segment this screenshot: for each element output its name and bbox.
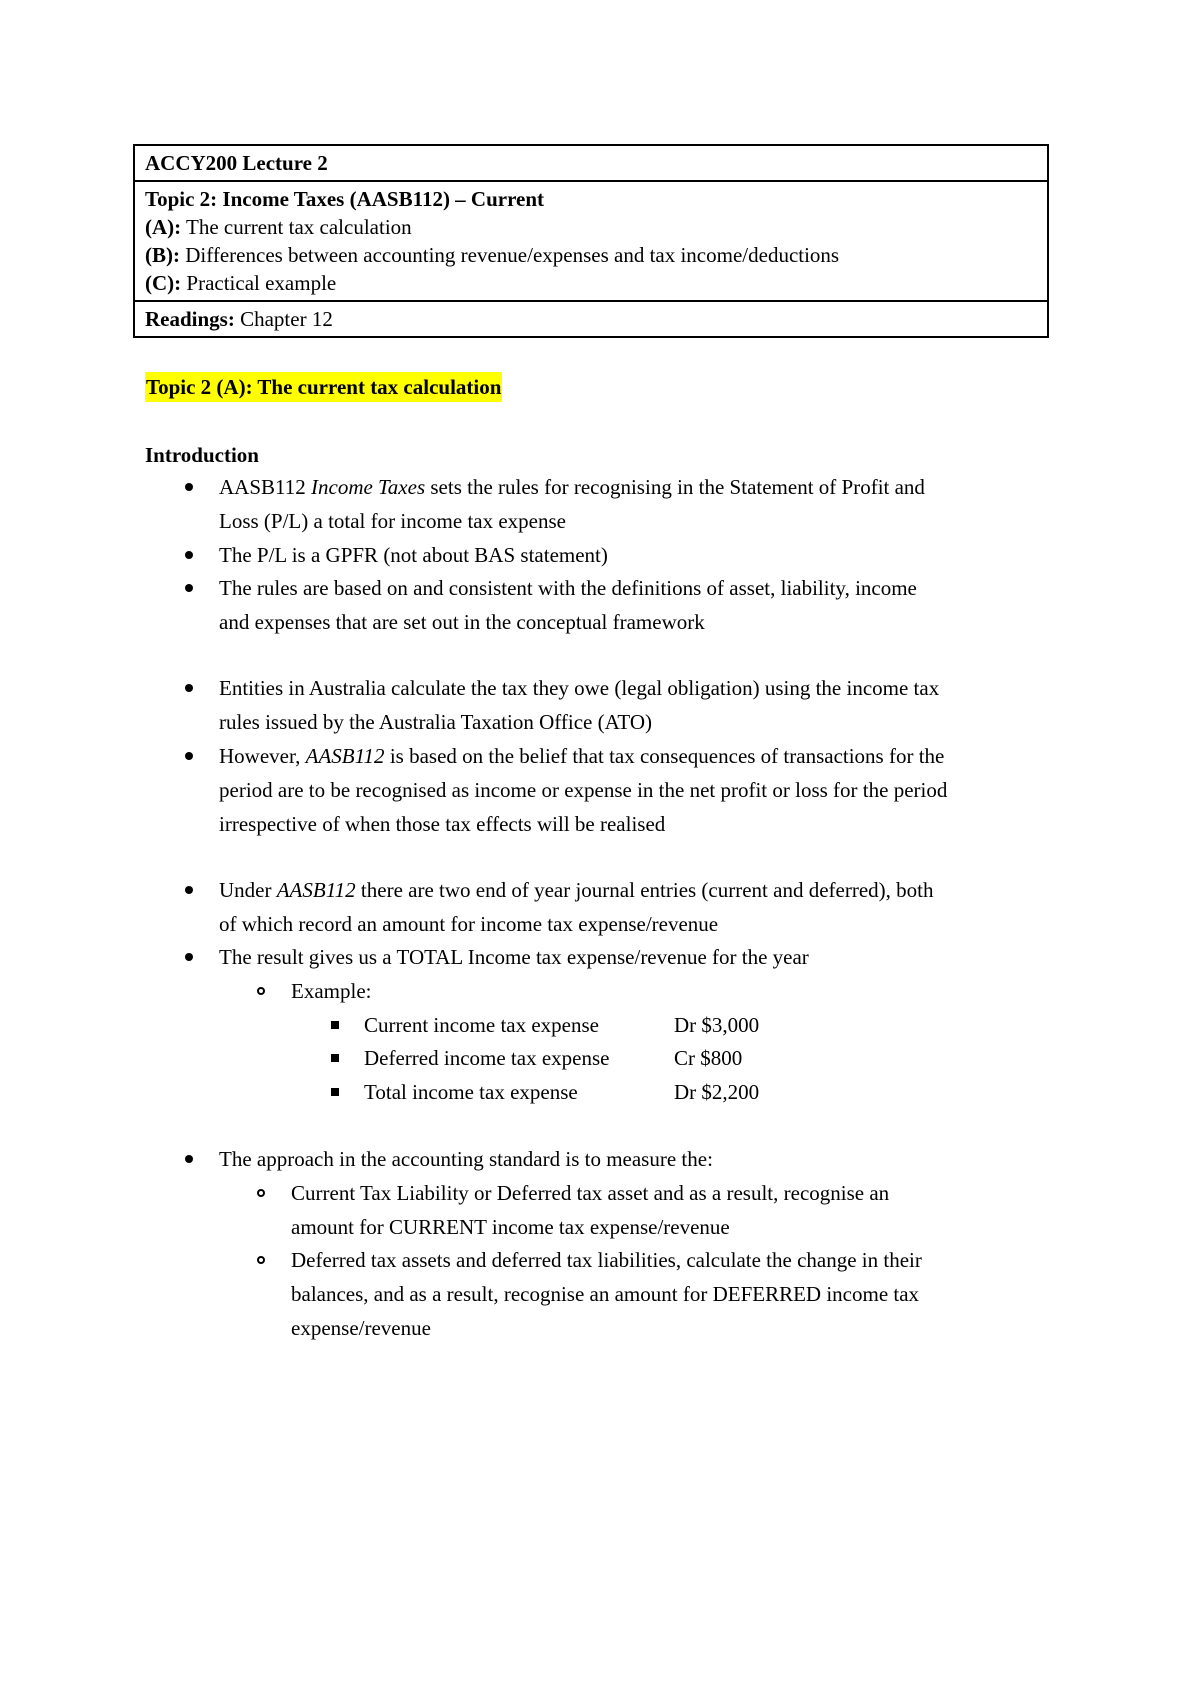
list-item: Current Tax Liability or Deferred tax asset and as a result, recognise an amount for CURRENT income tax expense/revenue <box>291 1181 890 1239</box>
list-item: However, AASB112 is based on the belief that tax consequences of transactions for the period are to be recognised as income or expense in the net profit or loss for the period irrespective of when those tax effects will be realised <box>219 744 948 836</box>
bullet-ring-icon <box>257 1256 265 1264</box>
topic-item-c: (C): Practical example <box>145 271 337 295</box>
bullet-dot-icon <box>185 584 193 592</box>
list-item: The P/L is a GPFR (not about BAS statement) <box>219 543 608 567</box>
bullet-dot-icon <box>185 684 193 692</box>
lecture-title: ACCY200 Lecture 2 <box>145 151 328 175</box>
example-row-value: Dr $2,200 <box>674 1080 760 1104</box>
bullet-dot-icon <box>185 483 193 491</box>
list-item: Under AASB112 there are two end of year journal entries (current and deferred), both of which record an amount for income tax expense/revenue <box>219 878 934 936</box>
example-row-label: Total income tax expense <box>364 1080 578 1104</box>
bullet-square-icon <box>331 1088 339 1096</box>
introduction-heading: Introduction <box>145 443 259 467</box>
example-row-label: Current income tax expense <box>364 1013 599 1037</box>
bullet-square-icon <box>331 1021 339 1029</box>
section-heading: Topic 2 (A): The current tax calculation <box>145 372 502 402</box>
bullet-dot-icon <box>185 551 193 559</box>
readings-value: Chapter 12 <box>234 307 333 331</box>
bullet-dot-icon <box>185 953 193 961</box>
list-item: AASB112 Income Taxes sets the rules for recognising in the Statement of Profit and Loss (P/L) a total for income tax expense <box>219 475 925 533</box>
bullet-square-icon <box>331 1054 339 1062</box>
example-row-value: Cr $800 <box>674 1046 743 1070</box>
topic-cell <box>135 180 1047 300</box>
bullet-ring-icon <box>257 987 265 995</box>
bullet-dot-icon <box>185 752 193 760</box>
bullet-ring-icon <box>257 1189 265 1197</box>
lecture-title-cell <box>135 146 1047 180</box>
list-item: Entities in Australia calculate the tax they owe (legal obligation) using the income tax rules issued by the Australia Taxation Office (ATO) <box>219 676 940 734</box>
topic-line: Topic 2: Income Taxes (AASB112) – Current <box>145 187 545 211</box>
topic-item-a: (A): The current tax calculation <box>145 215 412 239</box>
bullet-dot-icon <box>185 886 193 894</box>
example-row-value: Dr $3,000 <box>674 1013 760 1037</box>
example-label: Example: <box>291 979 372 1003</box>
list-item: The approach in the accounting standard is to measure the: <box>219 1147 713 1171</box>
readings-label: Readings: <box>145 307 235 331</box>
bullet-dot-icon <box>185 1155 193 1163</box>
readings-cell <box>135 300 1047 336</box>
list-item: The rules are based on and consistent with the definitions of asset, liability, income and expenses that are set out in the conceptual framework <box>219 576 917 634</box>
lecture-header-box <box>133 144 1049 338</box>
list-item: The result gives us a TOTAL Income tax expense/revenue for the year <box>219 945 809 969</box>
topic-item-b: (B): Differences between accounting revenue/expenses and tax income/deductions <box>145 243 840 267</box>
list-item: Deferred tax assets and deferred tax liabilities, calculate the change in their balances, and as a result, recognise an amount for DEFERRED income tax expense/revenue <box>291 1248 922 1340</box>
example-row-label: Deferred income tax expense <box>364 1046 610 1070</box>
